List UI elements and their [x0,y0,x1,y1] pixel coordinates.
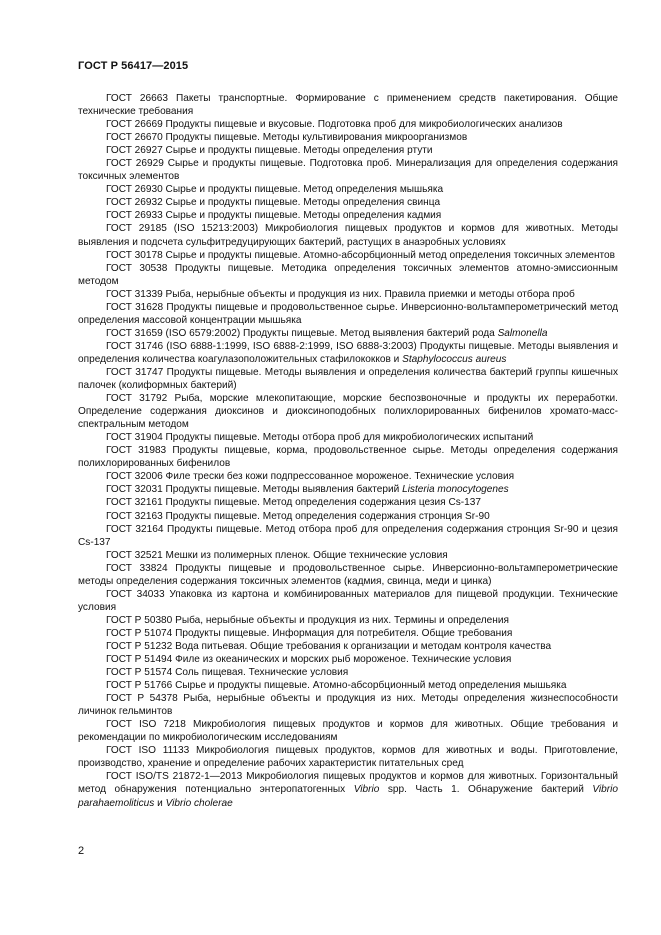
reference-entry-text: ГОСТ 26663 Пакеты транспортные. Формирование с применением средств пакетирования. Общие технические требования [78,93,618,118]
reference-entry [78,340,618,366]
reference-entry-text: и [154,797,166,809]
reference-entry-text: ГОСТ 30178 Сырье и продукты пищевые. Атомно-абсорбционный метод определения токсичных элементов [106,249,616,261]
reference-entry-text: ГОСТ ISO/TS 21872-1—2013 Микробиология пищевых продуктов и кормов для животных. Горизонтальный метод обнаружения потенциально энтеропатогенных [78,771,618,796]
reference-entry [78,653,618,666]
reference-entry-text: ГОСТ 32006 Филе трески без кожи подпрессованное мороженое. Технические условия [106,471,515,483]
reference-entry-text: ГОСТ Р 50380 Рыба, нерыбные объекты и продукция из них. Термины и определения [106,614,509,626]
reference-entry [78,523,618,549]
reference-entry [78,744,618,770]
reference-entry-text: ГОСТ 26930 Сырье и продукты пищевые. Метод определения мышьяка [106,184,444,196]
reference-entry-text: ГОСТ 31983 Продукты пищевые, корма, продовольственное сырье. Методы определения содержания полихлорированных бифенилов [78,445,618,470]
reference-entry [78,431,618,444]
reference-entry [78,157,618,183]
reference-entry-text: ГОСТ 26670 Продукты пищевые. Методы культивирования микроорганизмов [106,132,468,144]
reference-entry-text: ГОСТ Р 51232 Вода питьевая. Общие требования к организации и методам контроля качества [106,640,552,652]
reference-entry [78,301,618,327]
reference-list [78,92,618,810]
reference-entry [78,92,618,118]
reference-entry-italic: Listeria monocytogenes [402,484,509,496]
reference-entry-text: ГОСТ Р 51574 Соль пищевая. Технические условия [106,667,349,679]
reference-entry-text: ГОСТ 32161 Продукты пищевые. Метод определения содержания цезия Cs-137 [106,497,481,509]
reference-entry [78,718,618,744]
reference-entry-text: ГОСТ 31747 Продукты пищевые. Методы выявления и определения количества бактерий группы кишечных палочек (колиформных бактерий) [78,366,618,392]
reference-entry [78,209,618,222]
reference-entry [78,496,618,509]
reference-entry [78,118,618,131]
reference-entry-text: ГОСТ 31792 Рыба, морские млекопитающие, морские беспозвоночные и продукты их переработки. Определение содержания диоксинов и диоксиноподобных полихлорированных бифенилов хромато-масс-спектральным методом [78,393,618,431]
reference-entry-text: ГОСТ Р 51494 Филе из океанических и морских рыб мороженое. Технические условия [106,654,512,666]
reference-entry-text: ГОСТ Р 51766 Сырье и продукты пищевые. Атомно-абсорбционный метод определения мышьяка [106,680,567,692]
reference-entry-text: ГОСТ 32521 Мешки из полимерных пленок. Общие технические условия [106,549,448,561]
reference-entry [78,183,618,196]
reference-entry-text: ГОСТ Р 51074 Продукты пищевые. Информация для потребителя. Общие требования [106,627,513,639]
reference-entry-italic: Vibrio [353,784,380,796]
reference-entry-text: ГОСТ 31746 (ISO 6888-1:1999, ISO 6888-2:1999, ISO 6888-3:2003) Продукты пищевые. Методы выявления и определения количества коагулазоположительных стафилококков и [78,340,618,365]
document-header: ГОСТ Р 56417—2015 [78,60,189,72]
reference-entry [78,288,618,301]
reference-entry [78,770,618,809]
reference-entry-italic: Staphylococcus aureus [402,353,507,365]
reference-entry-text: ГОСТ 30538 Продукты пищевые. Методика определения токсичных элементов атомно-эмиссионным методом [78,262,618,287]
reference-entry-text: ГОСТ 31628 Продукты пищевые и продовольственное сырье. Инверсионно-вольтамперометрический метод определения массовой концентрации мышьяка [78,301,618,326]
reference-entry-text: ГОСТ 31339 Рыба, нерыбные объекты и продукция из них. Правила приемки и методы отбора проб [106,288,575,300]
reference-entry-text: ГОСТ 32163 Продукты пищевые. Метод определения содержания стронция Sr-90 [106,510,490,522]
reference-entry [78,627,618,640]
reference-entry [78,144,618,157]
reference-entry [78,483,618,496]
reference-entry [78,262,618,288]
reference-entry-text: ГОСТ 34033 Упаковка из картона и комбинированных материалов для пищевой продукции. Технические условия [78,588,618,613]
reference-entry [78,549,618,562]
reference-entry-text: ГОСТ 32164 Продукты пищевые. Метод отбора проб для определения содержания стронция Sr-90 и цезия Cs-137 [78,523,618,548]
reference-entry [78,666,618,679]
reference-entry [78,131,618,144]
reference-entry [78,614,618,627]
reference-entry [78,640,618,653]
reference-entry-text: spp. Часть 1. Обнаружение бактерий [379,784,593,796]
reference-entry-text: ГОСТ 26933 Сырье и продукты пищевые. Методы определения кадмия [106,210,442,222]
reference-entry-text: ГОСТ 26669 Продукты пищевые и вкусовые. Подготовка проб для микробиологических анализов [106,119,563,131]
reference-entry [78,392,618,431]
reference-entry-text: ГОСТ 32031 Продукты пищевые. Методы выявления бактерий [106,484,403,496]
reference-entry-text: ГОСТ 29185 (ISO 15213:2003) Микробиология пищевых продуктов и кормов для животных. Методы выявления и подсчета сульфитредуцирующих бактерий, растущих в анаэробных условиях [78,223,618,248]
reference-entry-italic: Salmonella [497,327,548,339]
reference-entry [78,510,618,523]
reference-entry-text: ГОСТ 33824 Продукты пищевые и продовольственное сырье. Инверсионно-вольтамперометрические методы определения содержания токсичных элементов (кадмия, свинца, меди и цинка) [78,562,618,587]
reference-entry-text: ГОСТ 31904 Продукты пищевые. Методы отбора проб для микробиологических испытаний [106,432,534,444]
reference-entry [78,196,618,209]
page-number: 2 [78,845,85,857]
reference-entry [78,366,618,392]
reference-entry-italic: Vibrio cholerae [165,797,233,809]
reference-entry-text: ГОСТ 26932 Сырье и продукты пищевые. Методы определения свинца [106,197,441,209]
reference-entry [78,249,618,262]
reference-entry [78,692,618,718]
reference-entry [78,222,618,248]
reference-entry [78,444,618,470]
reference-entry [78,470,618,483]
reference-entry [78,327,618,340]
reference-entry-text: ГОСТ 26927 Сырье и продукты пищевые. Методы определения ртути [106,145,433,157]
reference-entry-text: ГОСТ 31659 (ISO 6579:2002) Продукты пищевые. Метод выявления бактерий рода [106,327,498,339]
reference-entry-text: ГОСТ ISO 11133 Микробиология пищевых продуктов, кормов для животных и воды. Приготовление, производство, хранение и определение рабочих характеристик питательных сред [78,745,618,770]
reference-entry-italic: Vibrio parahaemoliticus [78,784,618,809]
reference-entry [78,562,618,588]
reference-entry-text: ГОСТ ISO 7218 Микробиология пищевых продуктов и кормов для животных. Общие требования и рекомендации по микробиологическим исследованиям [78,719,618,744]
reference-entry-text: ГОСТ Р 54378 Рыба, нерыбные объекты и продукция из них. Методы определения жизнеспособности личинок гельминтов [78,693,618,718]
reference-entry-text: ГОСТ 26929 Сырье и продукты пищевые. Подготовка проб. Минерализация для определения содержания токсичных элементов [78,158,618,183]
reference-entry [78,588,618,614]
reference-entry [78,679,618,692]
